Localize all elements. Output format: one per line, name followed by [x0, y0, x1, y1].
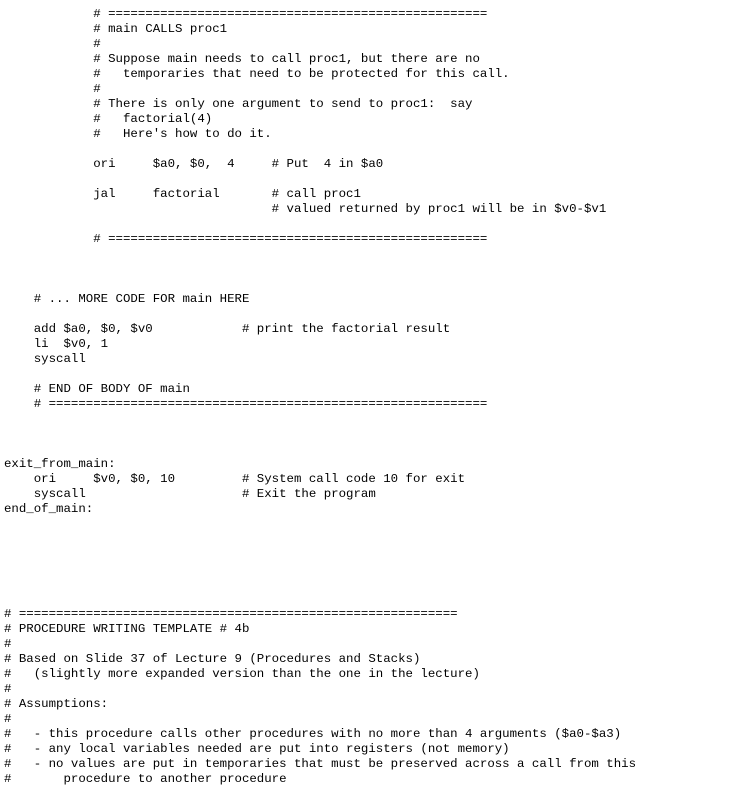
code-line: # PROCEDURE WRITING TEMPLATE # 4b: [4, 622, 250, 636]
code-line: #: [4, 37, 101, 51]
code-line: #: [4, 682, 12, 696]
code-line: [4, 412, 636, 427]
code-line: # Based on Slide 37 of Lecture 9 (Procedures and Stacks): [4, 652, 421, 666]
code-line: li $v0, 1: [4, 337, 109, 351]
source-code-view: [4, 7, 636, 787]
code-line: [4, 307, 636, 322]
code-line: # ... MORE CODE FOR main HERE: [4, 292, 250, 306]
code-line: # factorial(4): [4, 112, 213, 126]
code-line: [4, 247, 636, 262]
code-line: [4, 517, 636, 532]
code-line: # There is only one argument to send to proc1: say: [4, 97, 473, 111]
code-line: [4, 142, 636, 157]
code-line: # Suppose main needs to call proc1, but there are no: [4, 52, 480, 66]
code-line: [4, 172, 636, 187]
code-line: [4, 262, 636, 277]
code-line: [4, 217, 636, 232]
code-line: exit_from_main:: [4, 457, 116, 471]
code-line: # ===================================================: [4, 7, 488, 21]
code-line: syscall # Exit the program: [4, 487, 376, 501]
code-line: # Assumptions:: [4, 697, 109, 711]
code-line: # END OF BODY OF main: [4, 382, 190, 396]
code-line: # ===========================================================: [4, 607, 458, 621]
code-line: # (slightly more expanded version than the one in the lecture): [4, 667, 480, 681]
code-line: jal factorial # call proc1: [4, 187, 361, 201]
code-line: [4, 577, 636, 592]
code-line: # - any local variables needed are put into registers (not memory): [4, 742, 510, 756]
code-line: #: [4, 82, 101, 96]
code-line: [4, 547, 636, 562]
code-line: #: [4, 712, 12, 726]
code-line: ori $v0, $0, 10 # System call code 10 for exit: [4, 472, 466, 486]
code-line: ori $a0, $0, 4 # Put 4 in $a0: [4, 157, 384, 171]
code-line: # temporaries that need to be protected for this call.: [4, 67, 510, 81]
code-line: # valued returned by proc1 will be in $v0-$v1: [4, 202, 607, 216]
code-line: # Here's how to do it.: [4, 127, 272, 141]
code-line: [4, 427, 636, 442]
code-line: [4, 277, 636, 292]
code-line: # ===========================================================: [4, 397, 488, 411]
code-line: add $a0, $0, $v0 # print the factorial result: [4, 322, 451, 336]
code-line: [4, 592, 636, 607]
code-line: syscall: [4, 352, 86, 366]
code-line: end_of_main:: [4, 502, 94, 516]
code-line: [4, 442, 636, 457]
code-line: [4, 562, 636, 577]
code-line: [4, 367, 636, 382]
code-line: # - this procedure calls other procedures with no more than 4 arguments ($a0-$a3): [4, 727, 622, 741]
code-line: # main CALLS proc1: [4, 22, 228, 36]
code-line: # procedure to another procedure: [4, 772, 287, 786]
code-line: # - no values are put in temporaries that must be preserved across a call from this: [4, 757, 637, 771]
code-line: [4, 532, 636, 547]
code-line: #: [4, 637, 12, 651]
code-line: # ===================================================: [4, 232, 488, 246]
